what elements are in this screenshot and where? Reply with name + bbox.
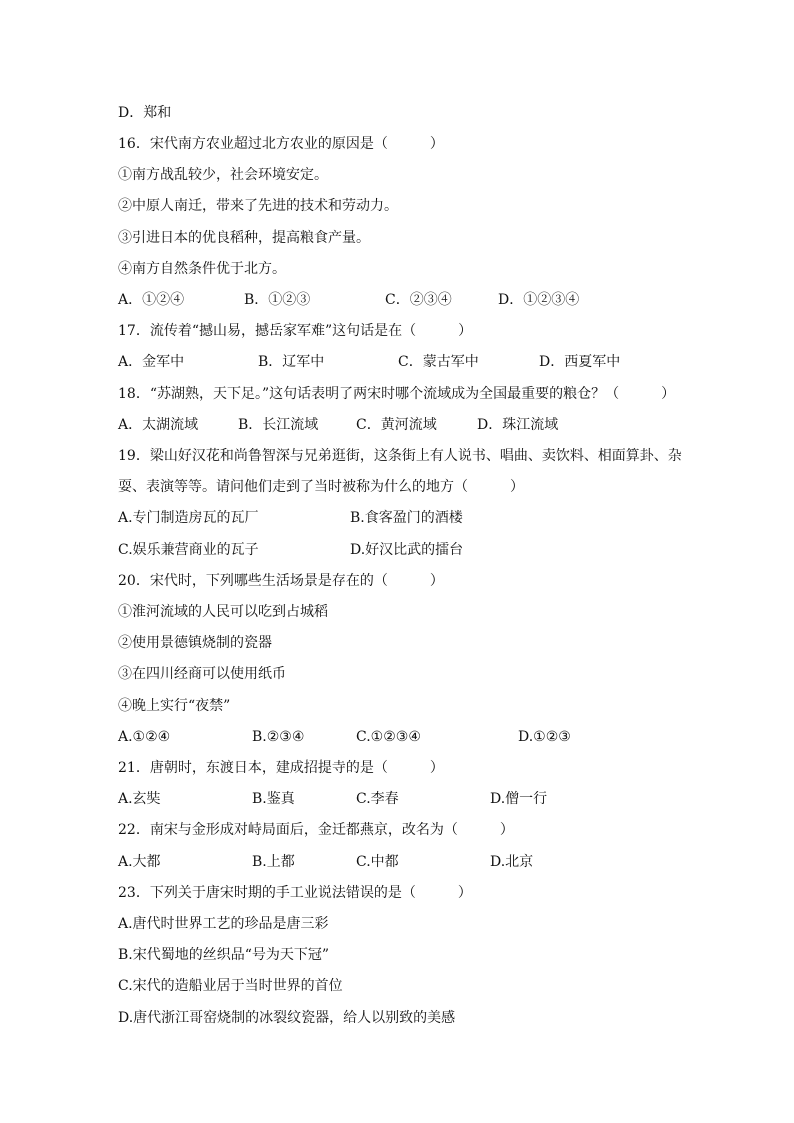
q21-option-c: C.李春 — [356, 791, 399, 807]
q17-option-d: D．西夏军中 — [539, 354, 621, 370]
q23-option-d: D.唐代浙江哥窑烧制的冰裂纹瓷器，给人以别致的美感 — [118, 1010, 456, 1026]
q16-statement-3: ③引进日本的优良稻种，提高粮食产量。 — [118, 230, 370, 246]
q17-option-c: C．蒙古军中 — [398, 354, 479, 370]
q22-option-a: A.大都 — [118, 854, 161, 870]
q17-option-b: B．辽军中 — [258, 354, 325, 370]
q16-option-a: A．①②④ — [118, 292, 185, 308]
q16-option-d: D．①②③④ — [498, 292, 580, 308]
q23-option-c: C.宋代的造船业居于当时世界的首位 — [118, 978, 343, 994]
q22-option-d: D.北京 — [490, 854, 534, 870]
q20-statement-2: ②使用景德镇烧制的瓷器 — [118, 635, 272, 651]
q15-option-d: D．郑和 — [118, 105, 172, 121]
q22-option-b: B.上都 — [252, 854, 295, 870]
q16-statement-4: ④南方自然条件优于北方。 — [118, 261, 286, 277]
q23-option-a: A.唐代时世界工艺的珍品是唐三彩 — [118, 916, 329, 932]
q18-option-b: B．长江流域 — [238, 417, 319, 433]
q16-option-b: B．①②③ — [244, 292, 311, 308]
q18-option-d: D．珠江流域 — [477, 417, 559, 433]
question-16: 16．宋代南方农业超过北方农业的原因是（ ） — [118, 136, 444, 152]
question-18: 18．“苏湖熟，天下足。”这句话表明了两宋时哪个流域成为全国最重要的粮仓？（ ） — [118, 386, 676, 402]
q16-statement-2: ②中原人南迁，带来了先进的技术和劳动力。 — [118, 198, 398, 214]
q21-option-a: A.玄奘 — [118, 791, 161, 807]
q21-option-d: D.僧一行 — [490, 791, 548, 807]
q19-option-b: B.食客盈门的酒楼 — [350, 510, 463, 526]
q19-option-a: A.专门制造房瓦的瓦厂 — [118, 510, 259, 526]
q19-option-c: C.娱乐兼营商业的瓦子 — [118, 542, 259, 558]
question-22: 22．南宋与金形成对峙局面后，金迁都燕京，改名为（ ） — [118, 822, 514, 838]
question-23: 23．下列关于唐宋时期的手工业说法错误的是（ ） — [118, 885, 472, 901]
q23-option-b: B.宋代蜀地的丝织品“号为天下冠” — [118, 947, 330, 963]
q18-option-a: A．太湖流域 — [118, 417, 199, 433]
q20-statement-1: ①淮河流域的人民可以吃到占城稻 — [118, 604, 328, 620]
question-17: 17．流传着“撼山易，撼岳家军难”这句话是在（ ） — [118, 323, 473, 339]
q20-option-a: A.①②④ — [118, 729, 171, 745]
question-20: 20．宋代时，下列哪些生活场景是存在的（ ） — [118, 573, 444, 589]
question-19-line-2: 耍、表演等等。请问他们走到了当时被称为什么的地方（ ） — [118, 479, 524, 495]
q19-option-d: D.好汉比武的擂台 — [350, 542, 464, 558]
q20-statement-3: ③在四川经商可以使用纸币 — [118, 666, 286, 682]
q20-statement-4: ④晚上实行“夜禁” — [118, 698, 231, 714]
q20-option-d: D.①②③ — [518, 729, 571, 745]
q18-option-c: C．黄河流域 — [356, 417, 437, 433]
q20-option-c: C.①②③④ — [356, 729, 421, 745]
q17-option-a: A．金军中 — [118, 354, 185, 370]
question-19-line-1: 19．梁山好汉花和尚鲁智深与兄弟逛街，这条街上有人说书、唱曲、卖饮料、相面算卦、杂 — [118, 448, 682, 464]
q22-option-c: C.中都 — [356, 854, 399, 870]
q20-option-b: B.②③④ — [252, 729, 305, 745]
q16-statement-1: ①南方战乱较少，社会环境安定。 — [118, 167, 328, 183]
q21-option-b: B.鉴真 — [252, 791, 295, 807]
q16-option-c: C．②③④ — [385, 292, 452, 308]
question-21: 21．唐朝时，东渡日本，建成招提寺的是（ ） — [118, 760, 444, 776]
